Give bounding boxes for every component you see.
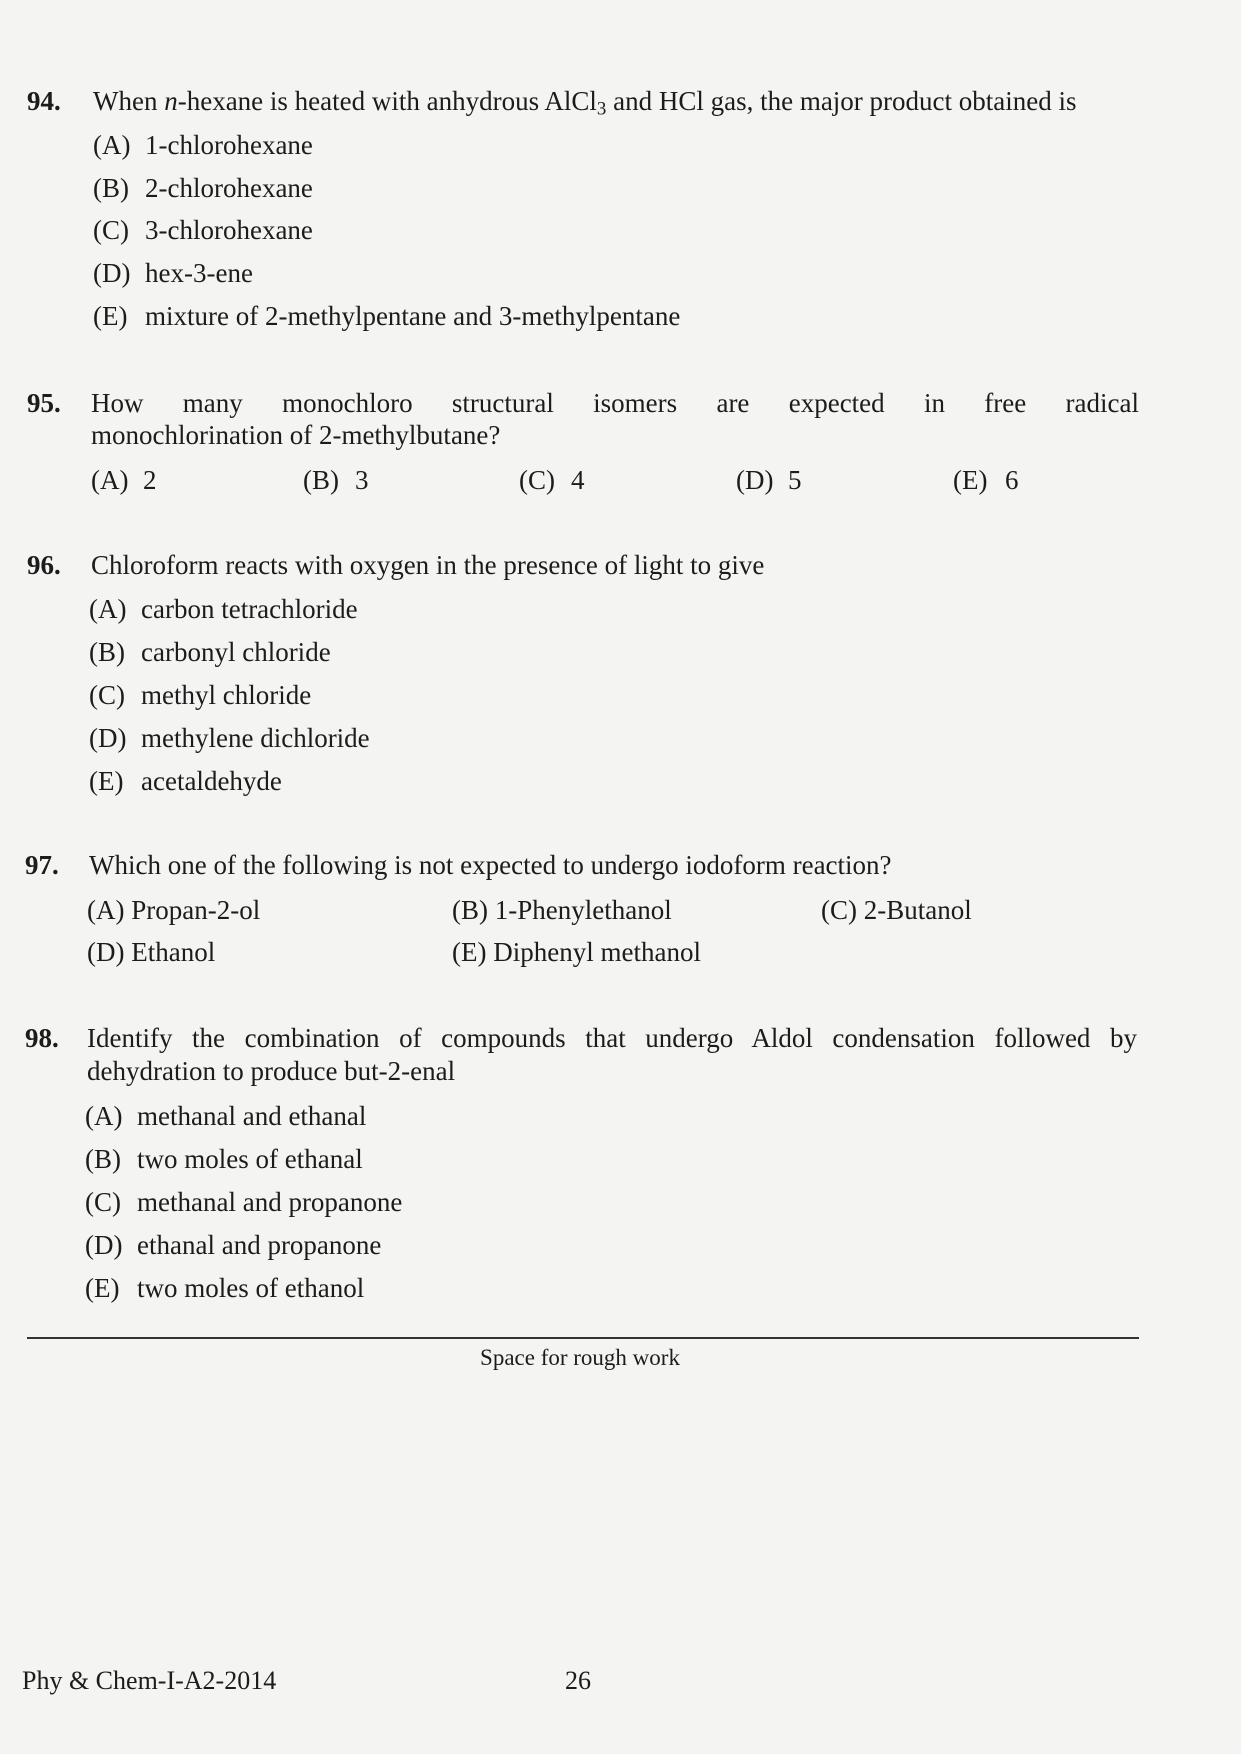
question-number: 94.: [27, 86, 61, 116]
question-number: 98.: [25, 1023, 59, 1053]
question-text-line1: How many monochloro structural isomers are expected in free radical: [91, 388, 1139, 418]
option-d: (D) hex-3-ene: [93, 258, 253, 288]
footer-code: Phy & Chem-I-A2-2014: [22, 1666, 277, 1695]
option-e: (E) Diphenyl methanol: [452, 937, 701, 967]
option-c: (C) 2-Butanol: [821, 895, 972, 925]
question-text: Which one of the following is not expected to undergo iodoform reaction?: [89, 850, 892, 880]
option-b: (B) carbonyl chloride: [89, 637, 331, 667]
option-b: (B) two moles of ethanal: [85, 1144, 363, 1174]
option-a: (A) Propan-2-ol: [87, 895, 261, 925]
question-number: 97.: [25, 850, 59, 880]
option-c: (C) methanal and propanone: [85, 1187, 403, 1217]
option-d: (D) Ethanol: [87, 937, 216, 967]
option-c: (C) 3-chlorohexane: [93, 215, 313, 245]
option-b: (B) 3: [303, 465, 369, 495]
option-e: (E) two moles of ethanol: [85, 1273, 365, 1303]
question-text: Chloroform reacts with oxygen in the presence of light to give: [91, 550, 765, 580]
question-text-line1: Identify the combination of compounds that undergo Aldol condensation followed by: [87, 1023, 1137, 1053]
page-number: 26: [565, 1666, 591, 1695]
option-a: (A) 1-chlorohexane: [93, 130, 313, 160]
option-a: (A) 2: [91, 465, 157, 495]
option-e: (E) acetaldehyde: [89, 766, 282, 796]
question-number: 95.: [27, 388, 61, 418]
option-d: (D) methylene dichloride: [89, 723, 370, 753]
option-b: (B) 1-Phenylethanol: [452, 895, 672, 925]
option-a: (A) methanal and ethanal: [85, 1101, 367, 1131]
rough-work-label: Space for rough work: [480, 1345, 680, 1370]
option-e: (E) mixture of 2-methylpentane and 3-methylpentane: [93, 301, 681, 331]
question-text: When n-hexane is heated with anhydrous AlCl$_3$ and HCl gas, the major product obtained is: [93, 86, 1077, 120]
option-c: (C) methyl chloride: [89, 680, 312, 710]
option-d: (D) ethanal and propanone: [85, 1230, 382, 1260]
option-c: (C) 4: [519, 465, 585, 495]
option-a: (A) carbon tetrachloride: [89, 594, 358, 624]
option-e: (E) 6: [953, 465, 1019, 495]
option-d: (D) 5: [736, 465, 802, 495]
divider: [27, 1337, 1139, 1339]
question-text-line2: dehydration to produce but-2-enal: [87, 1056, 456, 1086]
option-b: (B) 2-chlorohexane: [93, 173, 313, 203]
question-text-line2: monochlorination of 2-methylbutane?: [91, 420, 501, 450]
question-number: 96.: [27, 550, 61, 580]
